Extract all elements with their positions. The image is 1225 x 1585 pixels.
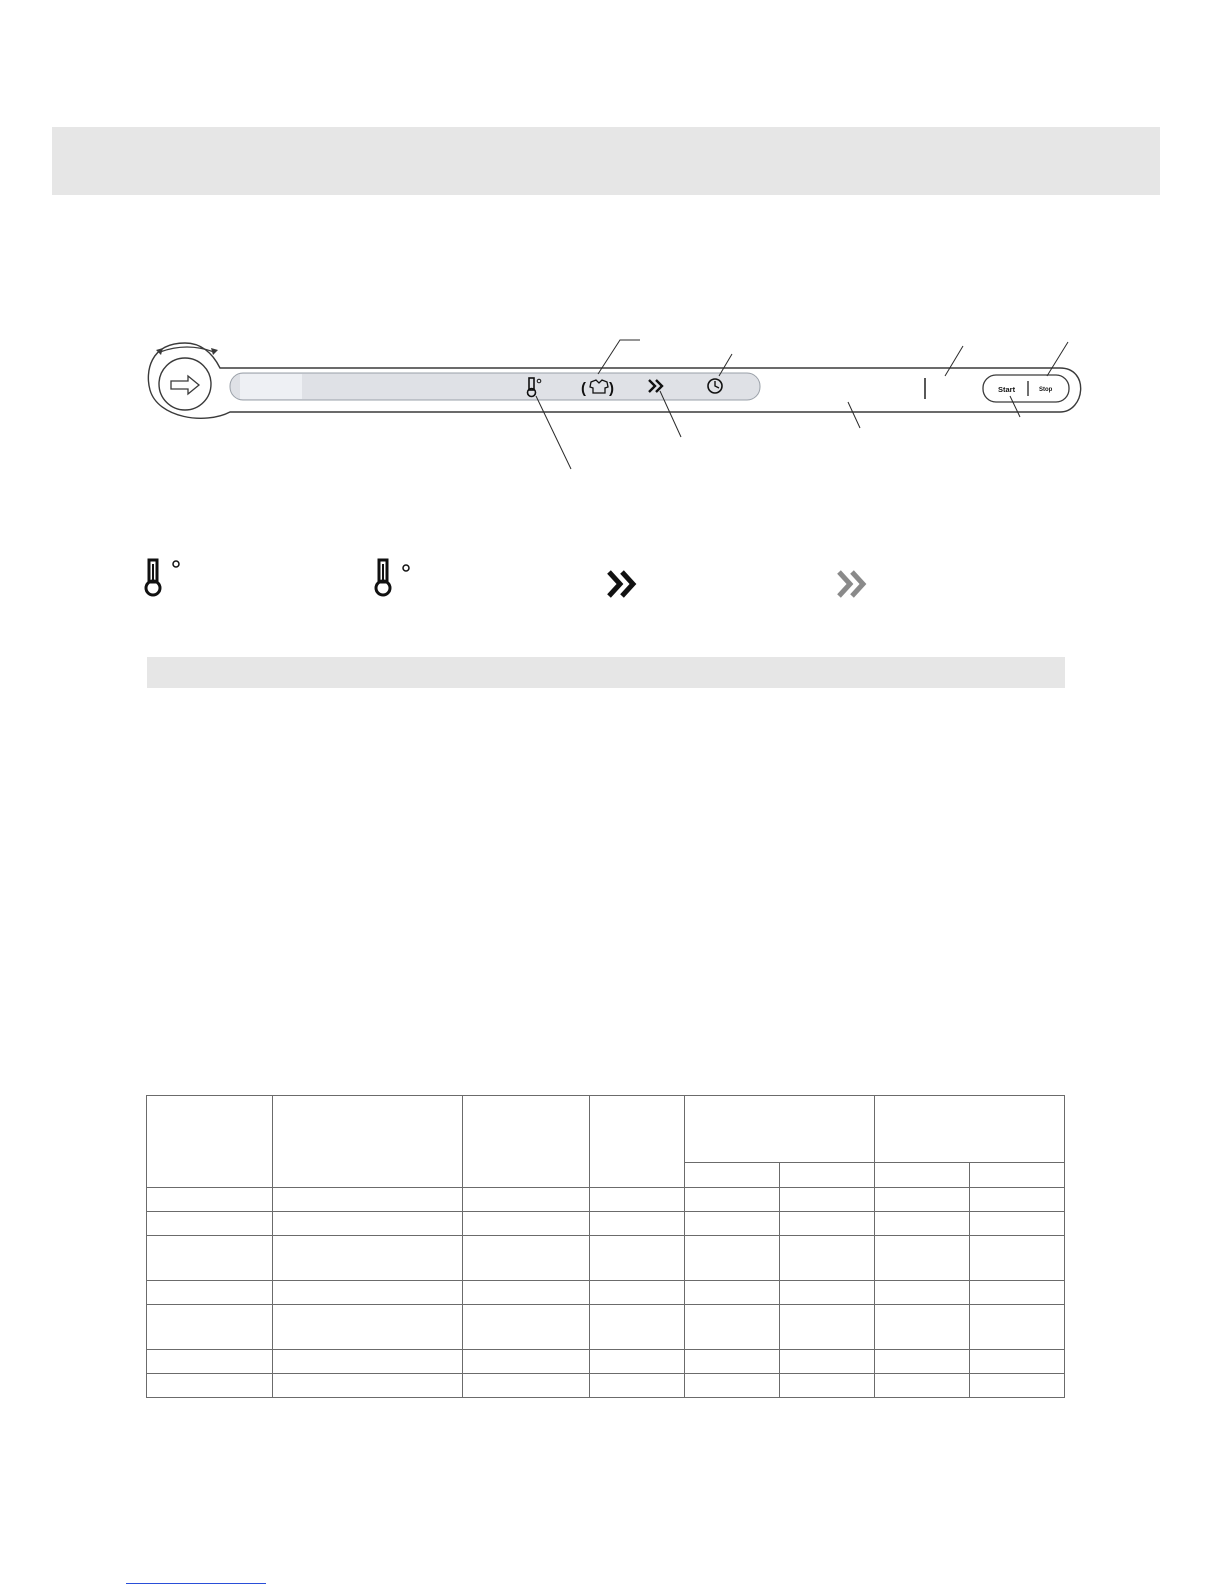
svg-text:): ) bbox=[609, 380, 614, 397]
table-header-cell bbox=[590, 1096, 685, 1188]
table-row bbox=[147, 1305, 1065, 1350]
header-band bbox=[52, 127, 1160, 195]
table-header-cell bbox=[685, 1096, 875, 1163]
table-subheader-cell bbox=[970, 1163, 1065, 1188]
table-subheader-cell bbox=[685, 1163, 780, 1188]
control-panel-diagram bbox=[0, 320, 1225, 480]
table-row bbox=[147, 1281, 1065, 1305]
data-table bbox=[146, 1095, 1064, 1398]
table-header-cell bbox=[147, 1096, 273, 1188]
start-label: Start bbox=[998, 385, 1016, 394]
display-window bbox=[240, 374, 302, 399]
table-row bbox=[147, 1350, 1065, 1374]
table-subheader-cell bbox=[780, 1163, 875, 1188]
table-row bbox=[147, 1236, 1065, 1281]
table-subheader-cell bbox=[875, 1163, 970, 1188]
table-header-cell bbox=[875, 1096, 1065, 1163]
table-header-cell bbox=[273, 1096, 463, 1188]
table-row bbox=[147, 1212, 1065, 1236]
svg-text:(: ( bbox=[581, 380, 586, 397]
stop-label: Stop bbox=[1039, 387, 1053, 393]
double-chevron-icon bbox=[606, 570, 642, 600]
section-band bbox=[147, 657, 1065, 688]
thermometer-icon bbox=[140, 558, 184, 600]
table-header-row bbox=[147, 1096, 1065, 1163]
table-row bbox=[147, 1374, 1065, 1398]
thermometer-icon bbox=[370, 558, 414, 600]
display-strip bbox=[230, 373, 760, 400]
start-stop-button[interactable] bbox=[983, 375, 1069, 402]
double-chevron-light-icon bbox=[836, 570, 872, 600]
footer-link-underline[interactable] bbox=[126, 1583, 266, 1584]
legend-icon-row bbox=[0, 550, 1225, 610]
table-header-cell bbox=[463, 1096, 590, 1188]
table-row bbox=[147, 1188, 1065, 1212]
program-dial[interactable] bbox=[159, 358, 211, 410]
